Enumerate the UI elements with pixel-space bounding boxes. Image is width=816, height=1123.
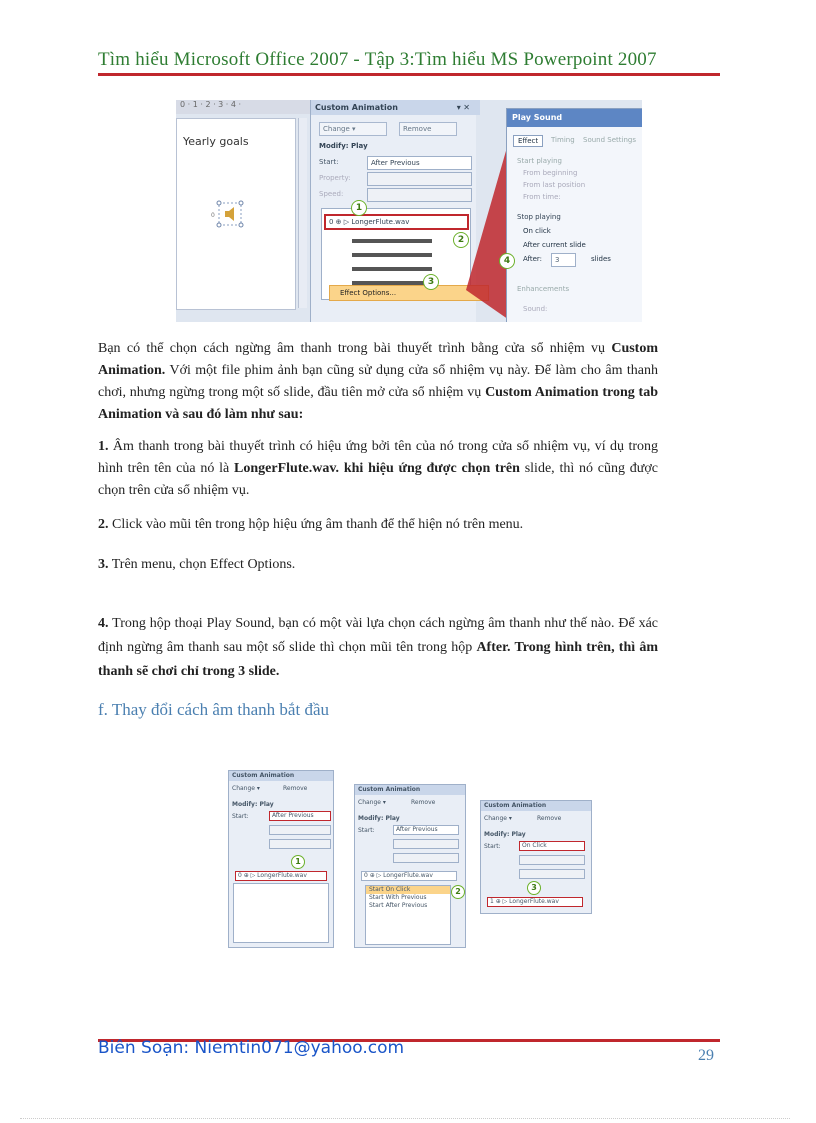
step-4 xyxy=(98,612,658,684)
change-button[interactable]: Change ▾ xyxy=(358,799,386,806)
remove-button[interactable]: Remove xyxy=(537,815,562,822)
callout-2: 2 xyxy=(453,232,469,248)
pane-title: Custom Animation xyxy=(229,771,333,781)
text: Trên menu, chọn Effect Options. xyxy=(111,557,296,572)
on-click-radio[interactable]: On click xyxy=(523,227,551,235)
dialog-title: Play Sound xyxy=(507,109,642,127)
after-slides-spinner[interactable]: 3 xyxy=(551,253,576,267)
slides-label: slides xyxy=(591,255,611,263)
text: Âm thanh trong bài thuyết trình có hiệu ứng bởi tên của nó trong cửa sổ nhiệm vụ, ví dụ trong hình trên tên của nó là xyxy=(98,439,659,476)
menu-start-on-click[interactable]: Start On Click xyxy=(366,886,450,894)
pane-title: Custom Animation xyxy=(311,100,480,115)
start-select[interactable]: On Click xyxy=(519,841,585,851)
section-heading: f. Thay đổi cách âm thanh bắt đầu xyxy=(98,700,329,719)
property-select[interactable] xyxy=(393,839,459,849)
sound-effect-item[interactable]: 1 ⊕ ▷ LongerFlute.wav xyxy=(487,897,583,907)
step-2 xyxy=(98,514,658,536)
sound-effect-item[interactable]: 0 ⊕ ▷ LongerFlute.wav xyxy=(324,214,469,230)
custom-animation-pane-c xyxy=(480,800,592,914)
remove-button[interactable]: Remove xyxy=(411,799,436,806)
stop-playing-label: Stop playing xyxy=(517,213,561,221)
bold-text: Custom Animation. xyxy=(98,341,658,378)
list-item xyxy=(352,239,432,243)
text: Với một file phim ảnh bạn cũng sử dụng cửa sổ nhiệm vụ này. Để làm cho âm thanh chơi, nhưng ngừng trong một số slide, đầu tiên mở cửa sổ nhiệm vụ xyxy=(98,363,659,400)
text: slide, thì nó cũng được chọn trên cửa sổ nhiệm vụ. xyxy=(98,461,659,498)
after-radio[interactable]: After: xyxy=(523,255,543,263)
menu-start-after-previous[interactable]: Start After Previous xyxy=(369,902,428,909)
effect-options-menu-item[interactable]: Effect Options... xyxy=(329,285,489,301)
custom-animation-pane-a xyxy=(228,770,334,948)
custom-animation-pane xyxy=(310,100,476,322)
animation-list xyxy=(233,883,329,943)
callout-1: 1 xyxy=(291,855,305,869)
slide-thumbnail xyxy=(176,118,296,310)
from-last-radio[interactable]: From last position xyxy=(523,181,586,189)
custom-animation-pane-b xyxy=(354,784,466,948)
start-select[interactable]: After Previous xyxy=(393,825,459,835)
step-3 xyxy=(98,554,658,576)
speed-select[interactable] xyxy=(519,869,585,879)
text: Click vào mũi tên trong hộp hiệu ứng âm thanh để thể hiện nó trên menu. xyxy=(112,517,524,532)
property-select[interactable] xyxy=(269,825,331,835)
step-number: 4. xyxy=(98,616,109,631)
slide-title: Yearly goals xyxy=(183,135,249,148)
pane-title: Custom Animation xyxy=(355,785,465,795)
change-button[interactable]: Change ▾ xyxy=(484,815,512,822)
close-icon[interactable]: ▾ ✕ xyxy=(456,103,470,112)
callout-3: 3 xyxy=(423,274,439,290)
sound-icon xyxy=(211,199,247,229)
step-number: 1. xyxy=(98,439,109,454)
remove-button[interactable]: Remove xyxy=(399,122,457,136)
change-button[interactable]: Change ▾ xyxy=(232,785,260,792)
speed-label: Speed: xyxy=(319,190,344,198)
bold-text: Custom Animation trong tab Animation và sau đó làm như sau: xyxy=(98,385,658,422)
speed-select[interactable] xyxy=(269,839,331,849)
callout-2: 2 xyxy=(451,885,465,899)
header-rule xyxy=(98,73,720,76)
footer-author: Biên Soạn: Niemtin071@yahoo.com xyxy=(98,1038,405,1058)
modify-label: Modify: Play xyxy=(232,801,274,808)
property-label: Property: xyxy=(319,174,351,182)
enhancements-label: Enhancements xyxy=(517,285,570,293)
page-edge xyxy=(20,1118,790,1119)
play-sound-dialog xyxy=(503,108,642,322)
from-beginning-radio[interactable]: From beginning xyxy=(523,169,578,177)
tab-effect[interactable]: Effect xyxy=(513,135,543,147)
tab-timing[interactable]: Timing xyxy=(551,136,575,144)
start-menu xyxy=(365,885,451,945)
figure-custom-animation-play-sound xyxy=(176,100,642,322)
start-playing-label: Start playing xyxy=(517,157,562,165)
from-time-radio[interactable]: From time: xyxy=(523,193,561,201)
start-label: Start: xyxy=(484,843,501,850)
sound-label: Sound: xyxy=(523,305,548,313)
pane-title: Custom Animation xyxy=(481,801,591,811)
text: Bạn có thể chọn cách ngừng âm thanh trong bài thuyết trình bằng cửa sổ nhiệm vụ xyxy=(98,341,606,356)
svg-text:0: 0 xyxy=(211,212,215,219)
list-item xyxy=(352,253,432,257)
bold-text: After. Trong hình trên, thì âm thanh sẽ chơi chỉ trong 3 slide. xyxy=(98,640,658,679)
property-select[interactable] xyxy=(519,855,585,865)
callout-3: 3 xyxy=(527,881,541,895)
speed-select[interactable] xyxy=(393,853,459,863)
start-label: Start: xyxy=(358,827,375,834)
bold-text: LongerFlute.wav. khi hiệu ứng được chọn trên xyxy=(234,461,520,476)
start-select[interactable]: After Previous xyxy=(367,156,472,170)
page-header: Tìm hiểu Microsoft Office 2007 - Tập 3:Tìm hiểu MS Powerpoint 2007 xyxy=(98,49,657,70)
text: Trong hộp thoại Play Sound, bạn có một vài lựa chọn cách ngừng âm thanh như thế nào. Để xác định ngừng âm thanh sau một số slide thì chọn mũi tên trong hộp xyxy=(98,616,659,655)
step-number: 2. xyxy=(98,517,109,532)
property-select[interactable] xyxy=(367,172,472,186)
modify-label: Modify: Play xyxy=(484,831,526,838)
figure-change-start xyxy=(222,764,596,950)
remove-button[interactable]: Remove xyxy=(283,785,308,792)
intro-paragraph xyxy=(98,338,658,426)
menu-start-with-previous[interactable]: Start With Previous xyxy=(369,894,427,901)
step-number: 3. xyxy=(98,557,109,572)
list-item xyxy=(352,267,432,271)
step-1 xyxy=(98,436,658,502)
speed-select[interactable] xyxy=(367,188,472,202)
modify-label: Modify: Play xyxy=(319,142,368,150)
modify-label: Modify: Play xyxy=(358,815,400,822)
start-label: Start: xyxy=(232,813,249,820)
start-select[interactable]: After Previous xyxy=(269,811,331,821)
page-number: 29 xyxy=(698,1047,714,1064)
callout-1: 1 xyxy=(351,200,367,216)
ruler: 0 · 1 · 2 · 3 · 4 · xyxy=(176,100,310,114)
sound-effect-item[interactable]: 0 ⊕ ▷ LongerFlute.wav xyxy=(235,871,327,881)
tab-sound-settings[interactable]: Sound Settings xyxy=(583,136,636,144)
sound-effect-item[interactable]: 0 ⊕ ▷ LongerFlute.wav xyxy=(361,871,457,881)
callout-4: 4 xyxy=(499,253,515,269)
after-current-radio[interactable]: After current slide xyxy=(523,241,586,249)
start-label: Start: xyxy=(319,158,339,166)
change-button[interactable]: Change ▾ xyxy=(319,122,387,136)
slide-scrollbar[interactable] xyxy=(298,118,307,308)
